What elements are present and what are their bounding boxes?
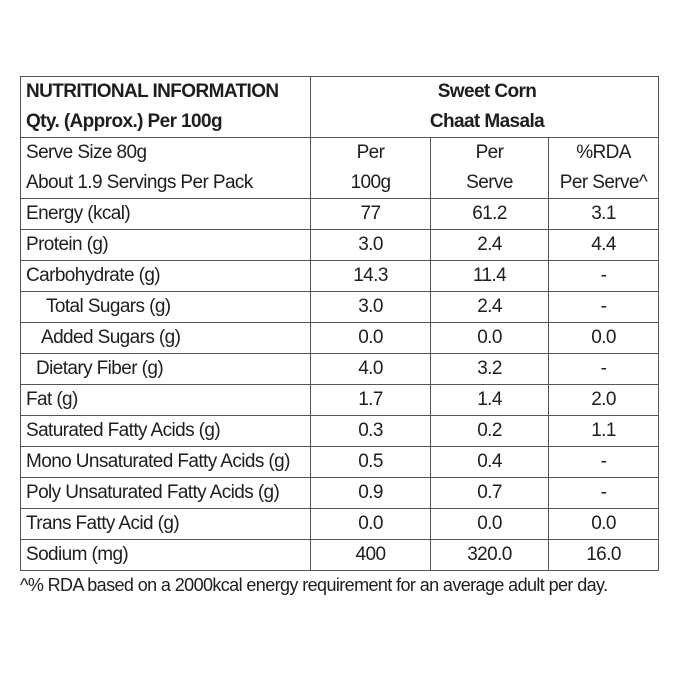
- nutrient-name: Poly Unsaturated Fatty Acids (g): [21, 478, 311, 509]
- value-rda: 3.1: [549, 199, 659, 230]
- table-row: [21, 230, 659, 261]
- col-header-rda-line2: Per Serve^: [559, 172, 648, 193]
- value-per-serve: 0.0: [431, 323, 549, 354]
- value-per-100g: 0.9: [311, 478, 431, 509]
- table-row: [21, 261, 659, 292]
- serving-info-cell: [21, 138, 311, 199]
- nutrient-name: Mono Unsaturated Fatty Acids (g): [21, 447, 311, 478]
- table-subtitle: Qty. (Approx.) Per 100g: [26, 111, 222, 132]
- value-per-serve: 0.2: [431, 416, 549, 447]
- col-header-perserve-line1: Per: [475, 142, 504, 163]
- nutrient-name: Total Sugars (g): [21, 292, 311, 323]
- table-row: [21, 447, 659, 478]
- table-row: [21, 509, 659, 540]
- table-title-cell: [21, 77, 311, 138]
- product-name-line1: Sweet Corn: [437, 81, 537, 102]
- nutrient-name: Added Sugars (g): [21, 323, 311, 354]
- col-header-rda-line1: %RDA: [576, 142, 631, 163]
- table-row: [21, 354, 659, 385]
- table-row: [21, 416, 659, 447]
- col-header-per100: [311, 138, 431, 199]
- value-per-serve: 2.4: [431, 292, 549, 323]
- value-per-100g: 0.5: [311, 447, 431, 478]
- value-rda: -: [549, 478, 659, 509]
- value-per-100g: 0.0: [311, 509, 431, 540]
- value-per-serve: 11.4: [431, 261, 549, 292]
- value-rda: -: [549, 447, 659, 478]
- header-row: [21, 77, 659, 138]
- nutrient-name: Sodium (mg): [21, 540, 311, 571]
- value-rda: 16.0: [549, 540, 659, 571]
- table-row: [21, 540, 659, 571]
- table-row: [21, 385, 659, 416]
- col-header-perserve-line2: Serve: [466, 172, 513, 193]
- nutrient-name: Saturated Fatty Acids (g): [21, 416, 311, 447]
- value-per-serve: 1.4: [431, 385, 549, 416]
- product-name-line2: Chaat Masala: [429, 111, 545, 132]
- nutrient-name: Protein (g): [21, 230, 311, 261]
- value-per-100g: 0.0: [311, 323, 431, 354]
- col-header-per100-line2: 100g: [350, 172, 391, 193]
- value-rda: -: [549, 354, 659, 385]
- value-per-serve: 0.0: [431, 509, 549, 540]
- value-per-serve: 3.2: [431, 354, 549, 385]
- nutrient-name: Carbohydrate (g): [21, 261, 311, 292]
- col-header-perserve: [431, 138, 549, 199]
- nutrient-name: Trans Fatty Acid (g): [21, 509, 311, 540]
- nutrition-table: [20, 76, 659, 571]
- serve-size: Serve Size 80g: [26, 142, 147, 163]
- serving-row: [21, 138, 659, 199]
- value-per-serve: 2.4: [431, 230, 549, 261]
- footnote: ^% RDA based on a 2000kcal energy requirement for an average adult per day.: [20, 575, 608, 595]
- nutrient-name: Dietary Fiber (g): [21, 354, 311, 385]
- col-header-rda: [549, 138, 659, 199]
- value-rda: 4.4: [549, 230, 659, 261]
- table-row: [21, 292, 659, 323]
- table-title: NUTRITIONAL INFORMATION: [26, 81, 279, 102]
- value-per-100g: 400: [311, 540, 431, 571]
- nutrient-name: Energy (kcal): [21, 199, 311, 230]
- value-per-100g: 1.7: [311, 385, 431, 416]
- value-rda: 2.0: [549, 385, 659, 416]
- value-rda: -: [549, 261, 659, 292]
- table-row: [21, 478, 659, 509]
- value-per-100g: 77: [311, 199, 431, 230]
- col-header-per100-line1: Per: [356, 142, 385, 163]
- value-rda: 1.1: [549, 416, 659, 447]
- value-per-serve: 61.2: [431, 199, 549, 230]
- value-per-100g: 0.3: [311, 416, 431, 447]
- product-name-cell: [311, 77, 659, 138]
- nutrition-panel: [20, 76, 658, 571]
- value-per-100g: 14.3: [311, 261, 431, 292]
- value-rda: 0.0: [549, 509, 659, 540]
- servings-per-pack: About 1.9 Servings Per Pack: [26, 172, 253, 193]
- value-per-serve: 0.7: [431, 478, 549, 509]
- table-row: [21, 323, 659, 354]
- value-rda: -: [549, 292, 659, 323]
- value-per-serve: 0.4: [431, 447, 549, 478]
- value-rda: 0.0: [549, 323, 659, 354]
- value-per-serve: 320.0: [431, 540, 549, 571]
- value-per-100g: 3.0: [311, 292, 431, 323]
- table-row: [21, 199, 659, 230]
- nutrient-name: Fat (g): [21, 385, 311, 416]
- value-per-100g: 3.0: [311, 230, 431, 261]
- value-per-100g: 4.0: [311, 354, 431, 385]
